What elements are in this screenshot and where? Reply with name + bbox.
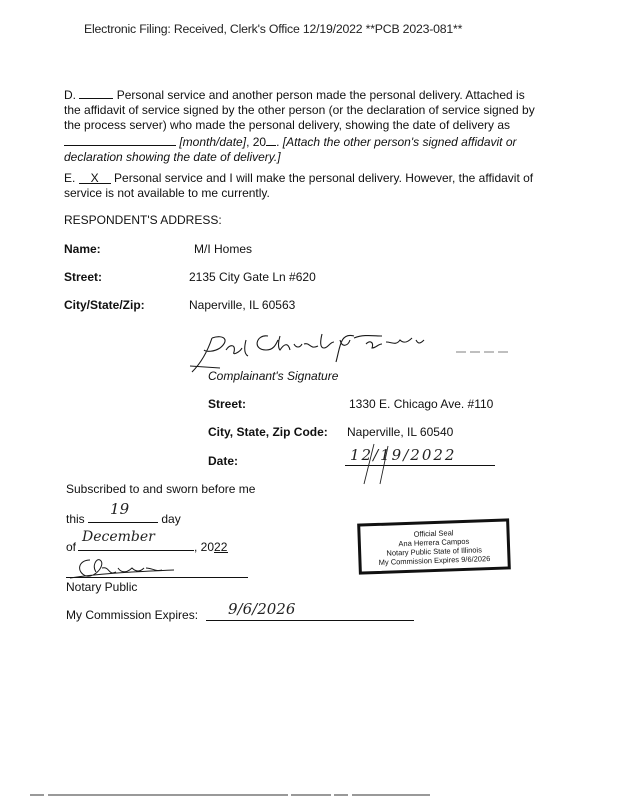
year-suffix: 22 [214,540,228,554]
section-d: D. Personal service and another person made the personal delivery. Attached is the affidavit of service signed by the other person (or the declaration of service signed by the process server) who made the personal delivery, showing the date of delivery as [month/date], 20 . [Attach the other person's signed affidavit or declaration showing the date of delivery.] [64,88,535,164]
year-blank-d [266,133,276,146]
filing-header: Electronic Filing: Received, Clerk's Office 12/19/2022 **PCB 2023-081** [84,22,463,36]
respondent-city-label: City/State/Zip: [64,298,145,312]
complainant-street-value: 1330 E. Chicago Ave. #110 [349,397,494,411]
footer-rule [30,794,430,796]
complainant-signature-label: Complainant's Signature [208,369,339,383]
section-e-text: Personal service and I will make the personal delivery. However, the affidavit of service is not available to me currently. [64,171,534,200]
notary-signature-line [66,577,248,578]
commission-value: 9/6/2026 [228,600,296,618]
complainant-date-value: 12/19/2022 [350,446,457,464]
respondent-heading: RESPONDENT'S ADDRESS: [64,213,222,227]
complainant-city-value: Naperville, IL 60540 [347,425,454,439]
section-d-blank [79,86,113,99]
day-value: 19 [110,500,130,518]
date-slash-strokes [360,440,400,486]
month-blank [78,529,194,551]
month-value: December [82,529,155,545]
respondent-name-label: Name: [64,242,101,256]
year-prefix-d: , 20 [246,135,267,149]
respondent-name-value: M/I Homes [194,242,253,256]
respondent-city-value: Naperville, IL 60563 [189,298,296,312]
this-day-line [66,500,181,527]
seal-line-2: Ana Herrera Campos [398,536,470,549]
notary-signature [66,556,186,582]
section-d-instruction: [Attach the other person's signed affidavit or declaration showing the date of delivery.] [64,135,517,164]
complainant-city-label: City, State, Zip Code: [208,425,328,439]
respondent-street-value: 2135 City Gate Ln #620 [189,270,316,284]
sworn-text: Subscribed to and sworn before me [66,482,256,496]
day-label: day [161,512,181,526]
this-label: this [66,512,85,526]
section-d-prefix: D. [64,88,76,102]
section-e-prefix: E. [64,171,76,185]
section-e [64,171,544,201]
seal-line-4: My Commission Expires 9/6/2026 [378,554,491,567]
section-d-text: Personal service and another person made the personal delivery. Attached is the affidavit of service signed by the other person (or the declaration of service signed by the process server) who made the personal delivery, showing the date of delivery as [64,88,535,132]
month-date-hint: [month/date] [179,135,247,149]
commission-line [206,620,414,621]
notary-label: Notary Public [66,580,138,594]
notary-seal [357,518,511,574]
of-label: of [66,540,77,554]
year-prefix: , 20 [194,540,215,554]
section-e-mark: X [79,171,111,184]
seal-line-1: Official Seal [413,528,454,539]
complainant-date-label: Date: [208,454,239,468]
day-blank [88,500,158,523]
complainant-street-label: Street: [208,397,247,411]
month-year-line [66,529,228,555]
delivery-date-blank [64,133,176,146]
commission-label: My Commission Expires: [66,608,199,622]
seal-line-3: Notary Public State of Illinois [386,545,483,558]
respondent-street-label: Street: [64,270,103,284]
